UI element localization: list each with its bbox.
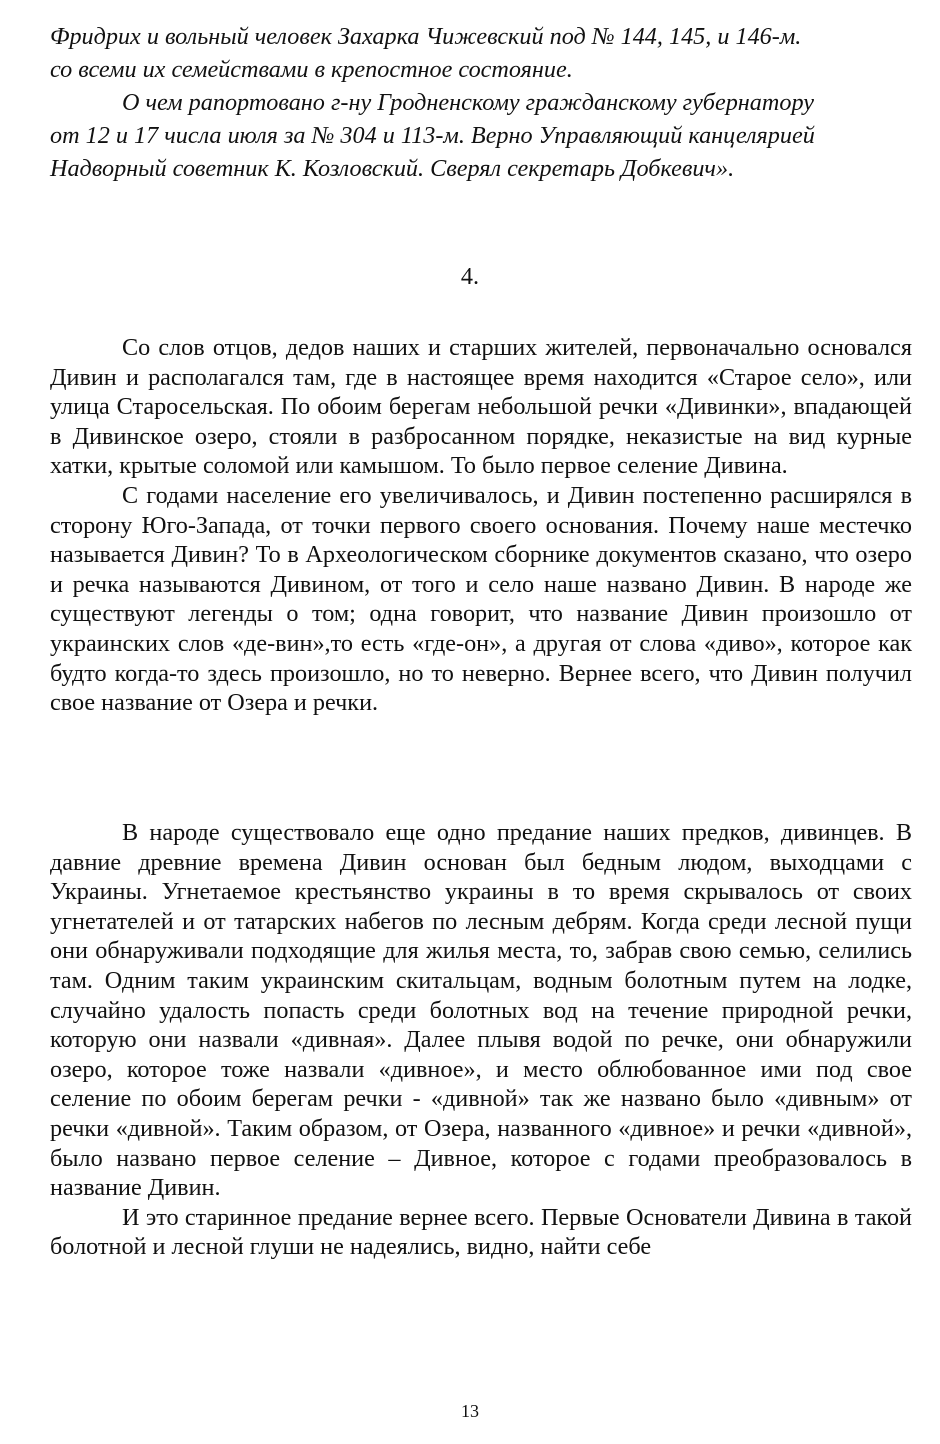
archival-quote bbox=[50, 20, 912, 185]
paragraph: И это старинное предание вернее всего. Первые Основатели Дивина в такой болотной и лесной глуши не надеялись, видно, найти себе bbox=[50, 1203, 912, 1261]
section-heading: 4. bbox=[460, 263, 480, 290]
paragraph: Со слов отцов, дедов наших и старших жителей, первоначально основался Дивин и располагался там, где в настоящее время находится «Старое село», или улица Старосельская. По обоим берегам небольшой речки «Дивинки», впадающей в Дивинское озеро, стояли в разбросанном порядке, неказистые на вид курные хатки, крытые соломой или камышом. То было первое селение Дивина. bbox=[50, 334, 912, 480]
quote-line: О чем рапортовано г-ну Гродненскому гражданскому губернатору bbox=[122, 89, 814, 116]
paragraph: В народе существовало еще одно предание наших предков, дивинцев. В давние древние времена Дивин основан был бедным людом, выходцами с Украины. Угнетаемое крестьянство украины в то время скрывалось от своих угнетателей и от татарских набегов по лесным дебрям. Когда среди лесной пущи они обнаруживали подходящие для жилья места, то, забрав свою семью, селились там. Одним таким украинским скитальцам, водным болотным путем на лодке, случайно удалость попасть среди болотных вод на течение природной речки, которую они назвали «дивная». Далее плывя водой по речке, они обнаружили озеро, которое тоже назвали «дивное», и место облюбованное ими под свое селение по обоим берегам речки - «дивной» так же названо было «дивным» от речки «дивной». Таким образом, от Озера, названного «дивное» и речки «дивной», было названо первое селение – Дивное, которое с годами преобразовалось в название Дивин. bbox=[50, 819, 912, 1202]
section-body-continued bbox=[50, 818, 912, 1262]
quote-line: от 12 и 17 числа июля за № 304 и 113-м. Верно Управляющий канцелярией bbox=[50, 122, 815, 149]
page-number: 13 bbox=[461, 1401, 479, 1421]
paragraph: С годами население его увеличивалось, и Дивин постепенно расширялся в сторону Юго-Запада, от точки первого своего основания. Почему наше местечко называется Дивин? То в Археологическом сборнике документов сказано, что озеро и речка называются Дивином, от того и село наше названо Дивин. В народе же существуют легенды о том; одна говорит, что название Дивин произошло от украинских слов «де-вин»,то есть «где-он», а другая от слова «диво», которое как будто когда-то здесь произошло, но то неверно. Вернее всего, что Дивин получил свое название от Озера и речки. bbox=[50, 481, 912, 717]
quote-line: Надворный советник К. Козловский. Сверял секретарь Добкевич». bbox=[50, 155, 735, 182]
quote-line: со всеми их семействами в крепостное состояние. bbox=[50, 56, 573, 83]
section-body bbox=[50, 333, 912, 718]
quote-line: Фридрих и вольный человек Захарка Чижевский под № 144, 145, и 146-м. bbox=[50, 23, 802, 50]
